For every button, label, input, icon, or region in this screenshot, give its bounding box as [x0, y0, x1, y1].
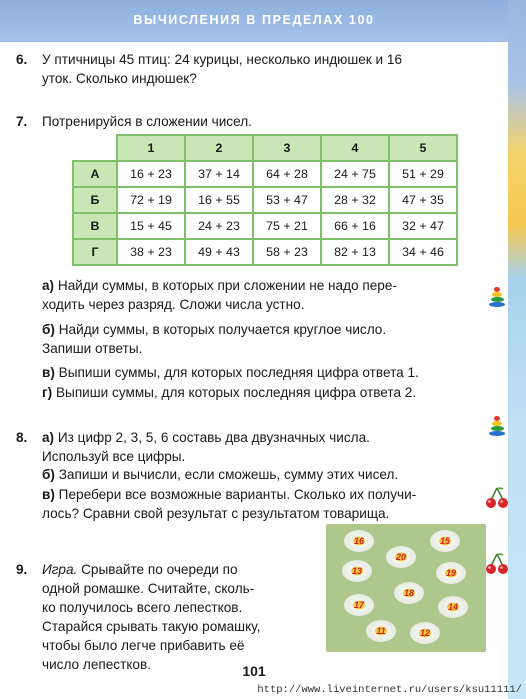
row-header: В: [73, 213, 117, 239]
table-row: [73, 161, 457, 187]
watermark-url: http://www.liveinternet.ru/users/ksu11111/: [257, 684, 522, 696]
pyramid-icon: [489, 287, 505, 307]
row-header: А: [73, 161, 117, 187]
table-cell: 34 + 46: [389, 239, 457, 265]
table-cell: 28 + 32: [321, 187, 389, 213]
task-8b: [42, 465, 482, 484]
task-7a-line-1: Найди суммы, в которых при сложении не надо пере-: [57, 278, 397, 293]
task-8v-line-2: лось? Сравни свой результат с результатом товарища.: [42, 506, 390, 521]
table-row: [73, 213, 457, 239]
row-header: Г: [73, 239, 117, 265]
task-8v: [42, 485, 482, 504]
flower-number: 11: [376, 626, 386, 636]
table-cell: 24 + 23: [185, 213, 253, 239]
flower-number: 18: [403, 588, 414, 598]
task-8-number: [16, 428, 27, 447]
daisy-flower: [386, 546, 416, 568]
task-7g-line-1: Выпиши суммы, для которых последняя цифра ответа 2.: [55, 385, 417, 400]
table-cell: 53 + 47: [253, 187, 321, 213]
table-cell: 64 + 28: [253, 161, 321, 187]
table-cell: 82 + 13: [321, 239, 389, 265]
task-7v-line-1: Выпиши суммы, для которых последняя цифра ответа 1.: [58, 365, 419, 380]
pyramid-icon: [489, 416, 505, 436]
daisy-flower: [342, 560, 372, 582]
task-8v-line-1: Перебери все возможные варианты. Сколько их получи-: [58, 487, 417, 502]
header-title: ВЫЧИСЛЕНИЯ В ПРЕДЕЛАХ 100: [133, 13, 375, 27]
table-cell: 16 + 23: [117, 161, 185, 187]
task-number: 6.: [16, 52, 28, 67]
table-header-row: [73, 135, 457, 161]
task-number: 7.: [16, 114, 28, 129]
table-cell: 37 + 14: [185, 161, 253, 187]
task-7v: [42, 363, 482, 382]
flower-number: 14: [447, 602, 458, 612]
daisy-game-illustration: [326, 524, 486, 652]
table-cell: 32 + 47: [389, 213, 457, 239]
daisy-flower: [438, 596, 468, 618]
game-word: Игра.: [42, 562, 78, 577]
task-6-line-1: У птичницы 45 птиц: 24 курицы, несколько индюшек и 16: [42, 52, 403, 67]
task-9-line-3: ко получилось всего лепестков.: [42, 600, 243, 615]
table-cell: 15 + 45: [117, 213, 185, 239]
task-9-line-5: чтобы было легче прибавить её: [42, 638, 245, 653]
daisy-flower: [430, 530, 460, 552]
flower-number: 19: [445, 568, 456, 578]
task-6-line-2: уток. Сколько индюшек?: [42, 71, 197, 86]
flower-number: 12: [419, 628, 430, 638]
flower-number: 20: [395, 552, 406, 562]
daisy-flower: [344, 594, 374, 616]
item-label: в): [42, 487, 55, 502]
task-9-line-6: число лепестков.: [42, 657, 151, 672]
page-number: 101: [242, 663, 266, 679]
item-label: а): [42, 278, 55, 293]
page-header: [0, 0, 508, 42]
task-7a: [42, 276, 482, 295]
table-corner: [73, 135, 117, 161]
flower-number: 16: [353, 536, 364, 546]
table-cell: 24 + 75: [321, 161, 389, 187]
item-label: а): [42, 430, 55, 445]
daisy-flower: [366, 620, 396, 642]
table-cell: 51 + 29: [389, 161, 457, 187]
table-cell: 58 + 23: [253, 239, 321, 265]
daisy-flower: [344, 530, 374, 552]
flower-number: 15: [439, 536, 450, 546]
table-cell: 38 + 23: [117, 239, 185, 265]
table-cell: 49 + 43: [185, 239, 253, 265]
table-cell: 16 + 55: [185, 187, 253, 213]
cherries-icon: [485, 552, 509, 576]
item-label: г): [42, 385, 53, 400]
cherries-icon: [485, 486, 509, 510]
table-cell: 47 + 35: [389, 187, 457, 213]
flower-number: 13: [351, 566, 362, 576]
column-header: 5: [389, 135, 457, 161]
item-label: в): [42, 365, 55, 380]
item-label: б): [42, 322, 55, 337]
task-7g: [42, 383, 482, 402]
daisy-flower: [410, 622, 440, 644]
task-9-text: Срывайте по очереди по: [81, 562, 238, 577]
addition-table: [72, 134, 458, 266]
column-header: 3: [253, 135, 321, 161]
task-7a-line-2: ходить через разряд. Сложи числа устно.: [42, 297, 305, 312]
task-7b-line-1: Найди суммы, в которых получается круглое число.: [58, 322, 387, 337]
flower-number: 17: [353, 600, 364, 610]
table-cell: 66 + 16: [321, 213, 389, 239]
task-9-line-1: [42, 560, 312, 579]
item-label: б): [42, 467, 55, 482]
task-7-number: [16, 112, 27, 131]
column-header: 4: [321, 135, 389, 161]
task-8a-line-2: Используй все цифры.: [42, 449, 186, 464]
task-number: 9.: [16, 562, 28, 577]
page-side-strip: [508, 0, 526, 699]
table-row: [73, 239, 457, 265]
table-cell: 75 + 21: [253, 213, 321, 239]
task-9-line-4: Старайся срывать такую ромашку,: [42, 619, 261, 634]
task-number: 8.: [16, 430, 28, 445]
task-9-line-2: одной ромашке. Считайте, сколь-: [42, 581, 255, 596]
column-header: 1: [117, 135, 185, 161]
daisy-flower: [394, 582, 424, 604]
task-9-number: [16, 560, 27, 579]
task-7-intro: Потренируйся в сложении чисел.: [42, 114, 252, 129]
row-header: Б: [73, 187, 117, 213]
task-7b-line-2: Запиши ответы.: [42, 341, 143, 356]
table-row: [73, 187, 457, 213]
task-8b-line-1: Запиши и вычисли, если сможешь, сумму этих чисел.: [58, 467, 399, 482]
task-8a: [42, 428, 482, 447]
table-cell: 72 + 19: [117, 187, 185, 213]
column-header: 2: [185, 135, 253, 161]
task-8a-line-1: Из цифр 2, 3, 5, 6 составь два двузначных числа.: [57, 430, 370, 445]
task-7b: [42, 320, 482, 339]
daisy-flower: [436, 562, 466, 584]
